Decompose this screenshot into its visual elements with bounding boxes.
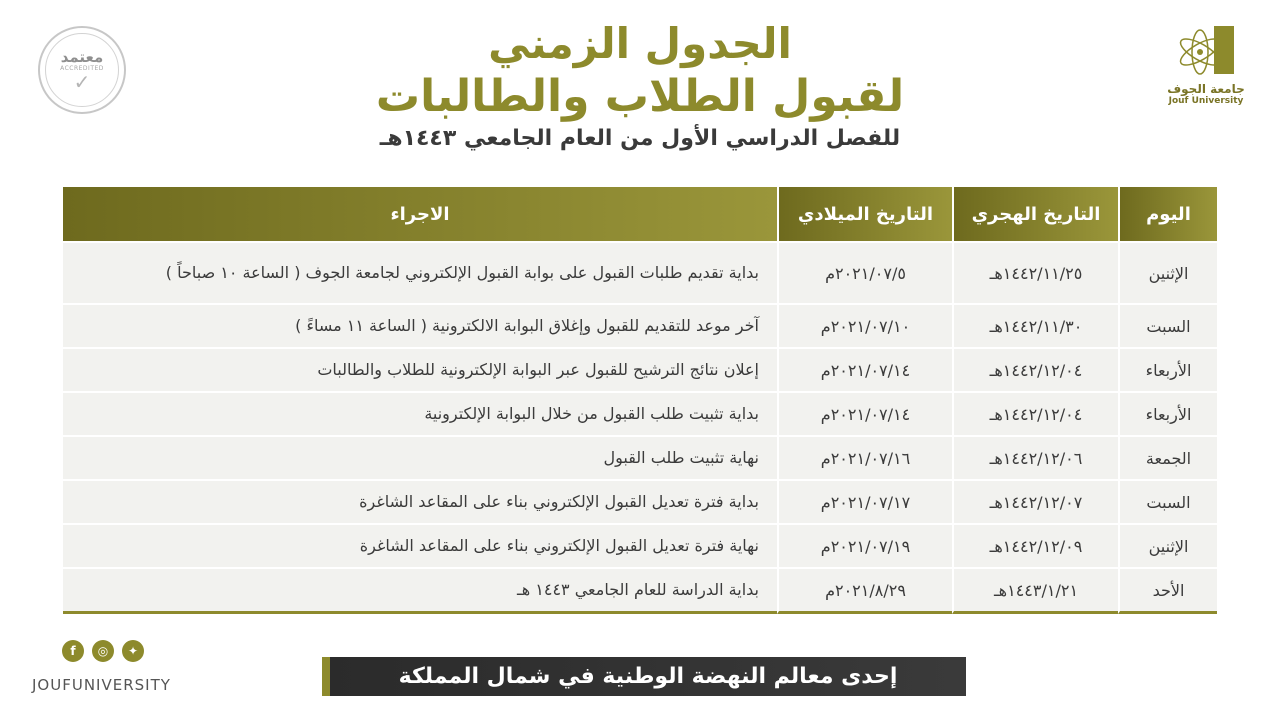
cell-day: السبت — [1118, 303, 1217, 347]
accreditation-seal-inner — [45, 33, 119, 107]
cell-gregorian-date: ٢٠٢١/٠٧/١٦م — [777, 435, 952, 479]
cell-hijri-date: ١٤٤٢/١٢/٠٤هـ — [952, 347, 1118, 391]
header-day: اليوم — [1118, 187, 1217, 241]
cell-day: الجمعة — [1118, 435, 1217, 479]
table-row — [63, 241, 1217, 303]
cell-gregorian-date: ٢٠٢١/٨/٢٩م — [777, 567, 952, 614]
university-emblem-icon — [1174, 22, 1238, 82]
university-logo — [1166, 22, 1246, 120]
cell-day: الأحد — [1118, 567, 1217, 614]
title-line-2: لقبول الطلاب والطالبات — [375, 71, 905, 122]
cell-gregorian-date: ٢٠٢١/٠٧/٥م — [777, 241, 952, 303]
table-row — [63, 523, 1217, 567]
cell-hijri-date: ١٤٤٢/١٢/٠٩هـ — [952, 523, 1118, 567]
slogan-banner: إحدى معالم النهضة الوطنية في شمال المملكة — [322, 657, 966, 696]
accreditation-arabic: معتمد — [60, 47, 104, 66]
cell-hijri-date: ١٤٤٢/١٢/٠٦هـ — [952, 435, 1118, 479]
title-block — [300, 18, 980, 154]
cell-day: الأربعاء — [1118, 391, 1217, 435]
cell-gregorian-date: ٢٠٢١/٠٧/١٤م — [777, 347, 952, 391]
cell-day: الإثنين — [1118, 241, 1217, 303]
cell-gregorian-date: ٢٠٢١/٠٧/١٠م — [777, 303, 952, 347]
header-gregorian-date: التاريخ الميلادي — [777, 187, 952, 241]
cell-hijri-date: ١٤٤٢/١٢/٠٧هـ — [952, 479, 1118, 523]
twitter-icon[interactable]: ✦ — [122, 640, 144, 662]
cell-gregorian-date: ٢٠٢١/٠٧/١٩م — [777, 523, 952, 567]
social-links — [62, 640, 144, 662]
table-row — [63, 567, 1217, 614]
cell-action: إعلان نتائج الترشيح للقبول عبر البوابة الإلكترونية للطلاب والطالبات — [63, 347, 777, 391]
cell-gregorian-date: ٢٠٢١/٠٧/١٤م — [777, 391, 952, 435]
cell-action: نهاية فترة تعديل القبول الإلكتروني بناء على المقاعد الشاغرة — [63, 523, 777, 567]
cell-day: الإثنين — [1118, 523, 1217, 567]
social-handle: JOUFUNIVERSITY — [32, 676, 171, 694]
cell-hijri-date: ١٤٤٢/١٢/٠٤هـ — [952, 391, 1118, 435]
table-row — [63, 347, 1217, 391]
cell-hijri-date: ١٤٤٣/١/٢١هـ — [952, 567, 1118, 614]
header-hijri-date: التاريخ الهجري — [952, 187, 1118, 241]
subtitle: للفصل الدراسي الأول من العام الجامعي ١٤٤٣هـ — [379, 126, 901, 151]
table-row — [63, 303, 1217, 347]
schedule-table-wrapper — [63, 187, 1217, 614]
accreditation-seal — [38, 26, 126, 114]
cell-day: السبت — [1118, 479, 1217, 523]
cell-action: آخر موعد للتقديم للقبول وإغلاق البوابة الالكترونية ( الساعة ١١ مساءً ) — [63, 303, 777, 347]
cell-action: بداية تثبيت طلب القبول من خلال البوابة الإلكترونية — [63, 391, 777, 435]
university-english-name: Jouf University — [1168, 96, 1244, 106]
schedule-table — [63, 187, 1217, 614]
cell-day: الأربعاء — [1118, 347, 1217, 391]
title-line-1: الجدول الزمني — [488, 19, 792, 68]
accreditation-mark-icon: ✓ — [73, 69, 91, 94]
cell-action: نهاية تثبيت طلب القبول — [63, 435, 777, 479]
cell-action: بداية تقديم طلبات القبول على بوابة القبول الإلكتروني لجامعة الجوف ( الساعة ١٠ صباحاً ) — [63, 241, 777, 303]
cell-gregorian-date: ٢٠٢١/٠٧/١٧م — [777, 479, 952, 523]
cell-action: بداية الدراسة للعام الجامعي ١٤٤٣ هـ — [63, 567, 777, 614]
cell-action: بداية فترة تعديل القبول الإلكتروني بناء على المقاعد الشاغرة — [63, 479, 777, 523]
instagram-icon[interactable]: ◎ — [92, 640, 114, 662]
header-action: الاجراء — [63, 187, 777, 241]
cell-hijri-date: ١٤٤٢/١١/٢٥هـ — [952, 241, 1118, 303]
accreditation-english: ACCREDITED — [60, 64, 104, 72]
table-row — [63, 435, 1217, 479]
table-row — [63, 391, 1217, 435]
cell-hijri-date: ١٤٤٢/١١/٣٠هـ — [952, 303, 1118, 347]
facebook-icon[interactable]: f — [62, 640, 84, 662]
table-row — [63, 479, 1217, 523]
university-arabic-name: جامعة الجوف — [1167, 82, 1245, 96]
table-header-row — [63, 187, 1217, 241]
